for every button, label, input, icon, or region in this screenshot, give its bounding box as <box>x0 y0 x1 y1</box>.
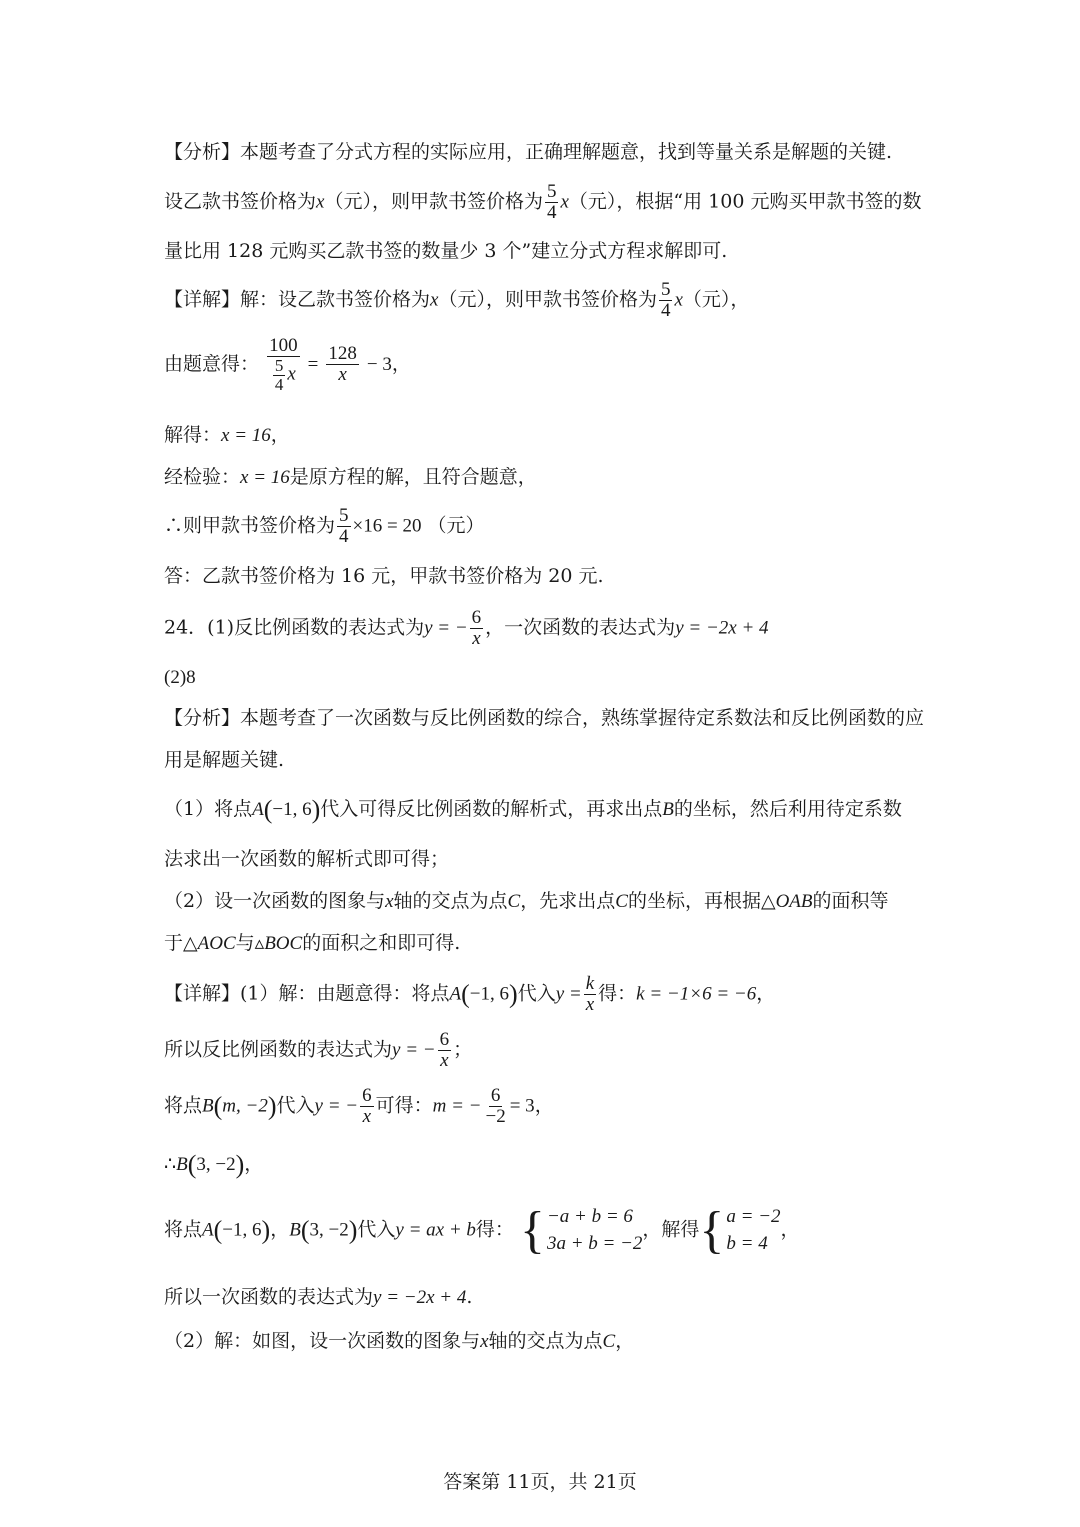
linear-system-line: 将点A(−1, 6)，B(3, −2)代入y = ax + b得： { −a + b = 6 3a + b = −2 ，解得 { a = −2 b = 4 ， <box>164 1201 800 1259</box>
detail-step1-line: 【详解】(1）解：由题意得：将点A(−1, 6)代入y = $\frac{k}{x}$ 得：k = −1×6 = −6， <box>164 973 776 1015</box>
fraction-100-over-5-4x: 100 $\frac{5}{4}$ x <box>269 335 298 394</box>
analysis-step2-line: （2）设一次函数的图象与x轴的交点为点C，先求出点C的坐标，再根据△OAB的面积等 <box>164 890 889 912</box>
equation-line: 由题意得： 100 $\frac{5}{4}$ x = $\frac{128}{x}$ − 3， <box>164 335 411 394</box>
point-B-result: ∴B(3, −2)， <box>164 1150 264 1179</box>
fraction-5-4: $\frac{5}{4}$ <box>546 181 557 223</box>
detail-step2-line: （2）解：如图，设一次函数的图象与x轴的交点为点C， <box>164 1330 635 1352</box>
fraction-5-4: $\frac{5}{4}$ <box>660 279 671 321</box>
solve-result-line: 解得：x = 16， <box>164 424 290 446</box>
solution-setup-line: 【详解】解：设乙款书签价格为x（元），则甲款书签价格为 $\frac{5}{4}$ x（元）， <box>164 279 750 321</box>
fraction-6-x: $\frac{6}{x}$ <box>362 1085 372 1127</box>
analysis-24-line2: 用是解题关键. <box>164 749 285 771</box>
analysis-setup-line: 设乙款书签价格为x（元），则甲款书签价格为 $\frac{5}{4}$ x（元），根据“用 100 元购买甲款书签的数 <box>164 181 922 223</box>
analysis-step1-line: （1）将点A(−1, 6)代入可得反比例函数的解析式，再求出点B的坐标，然后利用待定系数 <box>164 795 902 824</box>
fraction-128-x: $\frac{128}{x}$ <box>328 343 357 386</box>
analysis-step1-continued: 法求出一次函数的解析式即可得； <box>164 848 450 870</box>
inverse-function-result: 所以反比例函数的表达式为y = − $\frac{6}{x}$ ； <box>164 1029 473 1071</box>
fraction-6-x: $\frac{6}{x}$ <box>439 1029 450 1071</box>
q24-answer-1: 24．(1)反比例函数的表达式为y = − $\frac{6}{x}$ ，一次函数的表达式为y = −2x + 4 <box>164 607 769 649</box>
equation-system-2: { a = −2 b = 4 <box>699 1201 781 1259</box>
fraction-k-x: $\frac{k}{x}$ <box>585 973 595 1015</box>
point-B-substitution: 将点B(m, −2)代入y = − $\frac{6}{x}$ 可得：m = − $\frac{6}{-2}$ = 3， <box>164 1085 554 1127</box>
fraction-5-4: $\frac{5}{4}$ <box>274 355 284 394</box>
analysis-step2-continued: 于△AOC与▵BOC的面积之和即可得. <box>164 932 461 954</box>
verification-line: 经检验：x = 16是原方程的解，且符合题意， <box>164 466 537 488</box>
price-calc-line: ∴则甲款书签价格为 $\frac{5}{4}$ ×16 = 20 （元） <box>164 505 485 547</box>
page-footer: 答案第 11页，共 21页 <box>443 1471 637 1493</box>
q24-answer-2: (2)8 <box>164 667 196 688</box>
fraction-5-4: $\frac{5}{4}$ <box>339 505 349 547</box>
fraction-6-x: $\frac{6}{x}$ <box>471 607 482 649</box>
equation-system-1: { −a + b = 6 3a + b = −2 <box>519 1201 643 1259</box>
answer-line: 答：乙款书签价格为 16 元，甲款书签价格为 20 元. <box>164 565 604 587</box>
linear-function-result: 所以一次函数的表达式为y = −2x + 4. <box>164 1286 473 1308</box>
fraction-6-neg2: $\frac{6}{-2}$ <box>485 1085 506 1127</box>
analysis-24-line1: 【分析】本题考查了一次函数与反比例函数的综合，熟练掌握待定系数法和反比例函数的应 <box>164 707 925 729</box>
analysis-setup-continued: 量比用 128 元购买乙款书签的数量少 3 个”建立分式方程求解即可. <box>164 240 728 262</box>
analysis-intro: 【分析】本题考查了分式方程的实际应用，正确理解题意，找到等量关系是解题的关键. <box>164 141 893 163</box>
